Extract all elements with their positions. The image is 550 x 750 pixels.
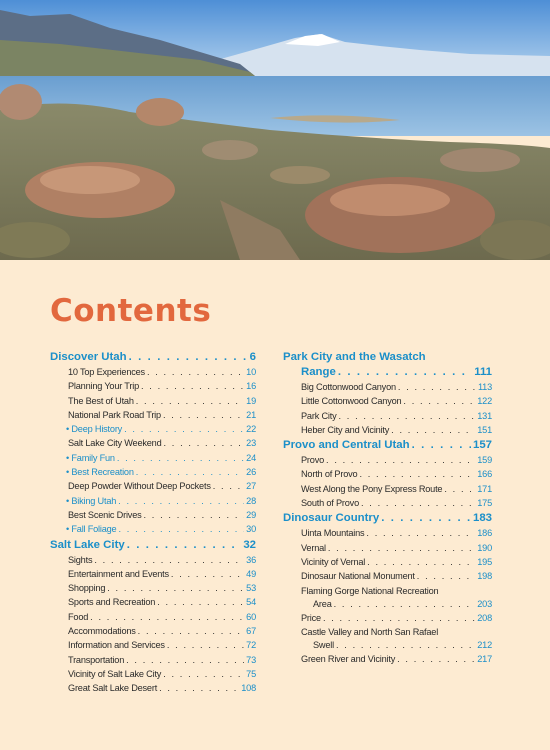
- toc-entry-label: West Along the Pony Express Route: [301, 483, 443, 494]
- toc-entry-page: 122: [477, 396, 492, 407]
- dot-leader: [167, 638, 244, 652]
- dot-leader: [163, 408, 244, 422]
- section-heading-page: 157: [472, 439, 492, 452]
- dot-leader: [141, 379, 244, 393]
- dot-leader: [444, 482, 475, 496]
- toc-entry-page: 29: [246, 509, 256, 520]
- toc-entry[interactable]: [50, 522, 256, 536]
- toc-entry-page: 26: [246, 467, 256, 478]
- toc-entry[interactable]: [50, 508, 256, 522]
- dot-leader: [366, 526, 475, 540]
- toc-entry[interactable]: [283, 423, 492, 437]
- toc-entry-label: Dinosaur National Monument: [301, 571, 415, 582]
- section-heading-label: Discover Utah: [50, 351, 127, 363]
- toc-entry[interactable]: [283, 496, 492, 510]
- toc-entry[interactable]: [283, 555, 492, 569]
- toc-entry[interactable]: [50, 451, 256, 465]
- dot-leader: [157, 595, 244, 609]
- toc-entry-label: Entertainment and Events: [68, 568, 169, 579]
- toc-entry-line: Castle Valley and North San Rafael: [301, 627, 439, 638]
- section-heading-label: Provo and Central Utah: [283, 439, 410, 452]
- toc-entry-page: 28: [246, 495, 256, 506]
- toc-entry-label: Sights: [68, 554, 93, 565]
- dot-leader: [124, 422, 244, 436]
- toc-entry-page: 21: [246, 409, 256, 420]
- toc-entry-page: 151: [477, 424, 492, 435]
- toc-entry-label: Green River and Vicinity: [301, 654, 396, 665]
- toc-entry[interactable]: [50, 408, 256, 422]
- dot-leader: [397, 652, 475, 666]
- toc-entry-page: 67: [246, 626, 256, 637]
- toc-entry[interactable]: [283, 526, 492, 540]
- dot-leader: [136, 394, 244, 408]
- toc-entry-label: Information and Services: [68, 640, 165, 651]
- section-heading-line: Park City and the Wasatch: [283, 351, 426, 363]
- toc-entry-page: 203: [477, 598, 492, 609]
- toc-entry[interactable]: [50, 567, 256, 581]
- toc-entry-page: 49: [246, 568, 256, 579]
- dot-leader: [144, 508, 245, 522]
- dot-leader: [367, 555, 475, 569]
- toc-entry-label: Salt Lake City Weekend: [68, 438, 162, 449]
- toc-entry-label: Vicinity of Vernal: [301, 556, 366, 567]
- dot-leader: [147, 365, 244, 379]
- toc-entry[interactable]: [50, 638, 256, 652]
- dot-leader: [118, 494, 244, 508]
- toc-entry[interactable]: [50, 494, 256, 508]
- dot-leader: [328, 541, 475, 555]
- dot-leader: [213, 479, 244, 493]
- toc-entry-page: 53: [246, 583, 256, 594]
- toc-entry[interactable]: [283, 409, 492, 423]
- toc-entry-page: 113: [477, 382, 492, 392]
- toc-entry-page: 212: [477, 640, 492, 651]
- section-heading-page: 32: [243, 538, 256, 551]
- toc-entry[interactable]: [283, 482, 492, 496]
- toc-entry-page: 54: [246, 597, 256, 608]
- toc-entry[interactable]: [283, 598, 492, 611]
- dot-leader: [126, 653, 244, 667]
- dot-leader: [361, 496, 475, 510]
- dot-leader: [391, 423, 475, 437]
- section-heading-label: Dinosaur Country: [283, 512, 380, 525]
- toc-entry[interactable]: [283, 611, 492, 625]
- toc-entry-label: • Best Recreation: [66, 467, 134, 478]
- toc-entry-page: 175: [477, 498, 492, 509]
- dot-leader: [403, 394, 475, 408]
- section-heading-label: Salt Lake City: [50, 538, 125, 551]
- toc-entry-label: Transportation: [68, 654, 125, 665]
- toc-entry-page: 217: [477, 654, 492, 665]
- section-heading[interactable]: [50, 350, 256, 365]
- toc-entry-label: • Fall Foliage: [66, 524, 117, 535]
- toc-entry-line: Flaming Gorge National Recreation: [301, 585, 439, 596]
- toc-entry[interactable]: [50, 394, 256, 408]
- section-heading[interactable]: [283, 365, 492, 380]
- toc-entry-page: 19: [246, 395, 256, 406]
- toc-entry-label: Food: [68, 611, 89, 622]
- toc-entry-label: Vicinity of Salt Lake City: [68, 668, 162, 679]
- toc-entry-label: Shopping: [68, 583, 106, 594]
- landscape-photo: [0, 0, 550, 260]
- toc-left-column: [50, 350, 256, 696]
- toc-entry-label: Great Salt Lake Desert: [68, 683, 158, 694]
- toc-entry-page: 36: [246, 554, 256, 565]
- toc-entry-page: 16: [246, 381, 256, 392]
- toc-entry-label: Heber City and Vicinity: [301, 424, 390, 435]
- toc-entry-label: Area: [313, 598, 332, 609]
- toc-entry-label: • Deep History: [66, 424, 123, 435]
- dot-leader: [163, 436, 244, 450]
- toc-entry-page: 171: [477, 483, 492, 494]
- dot-leader: [326, 453, 475, 467]
- toc-entry-page: 166: [477, 469, 492, 480]
- toc-entry-page: 186: [477, 528, 492, 539]
- dot-leader: [117, 451, 244, 465]
- toc-entry[interactable]: [50, 553, 256, 567]
- toc-right-column: [283, 350, 492, 667]
- toc-entry-page: 159: [477, 455, 492, 466]
- toc-entry-label: Accommodations: [68, 626, 136, 637]
- toc-entry[interactable]: [50, 365, 256, 379]
- toc-entry-label: Best Scenic Drives: [68, 509, 142, 520]
- toc-entry-page: 30: [246, 524, 256, 535]
- toc-entry-label: Sports and Recreation: [68, 597, 156, 608]
- toc-entry[interactable]: [283, 380, 492, 394]
- toc-entry-label: • Biking Utah: [66, 495, 117, 506]
- toc-entry-page: 24: [246, 452, 256, 463]
- toc-entry[interactable]: [50, 595, 256, 609]
- toc-entry-page: 72: [246, 640, 256, 651]
- dot-leader: [334, 598, 476, 611]
- dot-leader: [171, 567, 244, 581]
- section-heading[interactable]: [283, 511, 492, 526]
- dot-leader: [94, 553, 244, 567]
- toc-entry-page: 10: [246, 367, 256, 377]
- dot-leader: [381, 511, 471, 526]
- dot-leader: [336, 639, 475, 652]
- toc-entry[interactable]: [50, 379, 256, 393]
- dot-leader: [107, 581, 244, 595]
- dot-leader: [163, 667, 244, 681]
- dot-leader: [323, 611, 475, 625]
- toc-entry-label: South of Provo: [301, 498, 359, 509]
- toc-entry-label: Swell: [313, 640, 334, 651]
- dot-leader: [338, 409, 475, 423]
- dot-leader: [129, 350, 248, 365]
- toc-entry-page: 108: [241, 683, 256, 694]
- dot-leader: [136, 465, 244, 479]
- toc-entry-page: 27: [246, 481, 256, 492]
- dot-leader: [338, 365, 472, 380]
- toc-entry[interactable]: [283, 541, 492, 555]
- toc-entry[interactable]: [50, 667, 256, 681]
- section-heading-label: Range: [301, 366, 336, 378]
- toc-entry-label: Deep Powder Without Deep Pockets: [68, 481, 211, 492]
- dot-leader: [412, 438, 471, 453]
- toc-entry-label: Park City: [301, 410, 337, 421]
- toc-entry[interactable]: [283, 639, 492, 652]
- toc-entry-label: Little Cottonwood Canyon: [301, 396, 402, 407]
- dot-leader: [417, 569, 475, 583]
- toc-entry-label: Price: [301, 612, 321, 623]
- toc-entry-page: 208: [477, 612, 492, 623]
- toc-entry-page: 23: [246, 438, 256, 449]
- section-heading-page: 111: [474, 366, 492, 378]
- toc-entry-label: Uinta Mountains: [301, 528, 365, 539]
- toc-entry-label: National Park Road Trip: [68, 409, 161, 420]
- dot-leader: [359, 467, 475, 481]
- toc-entry[interactable]: [50, 624, 256, 638]
- toc-entry-label: 10 Top Experiences: [68, 367, 145, 377]
- section-heading-page: 183: [472, 512, 492, 525]
- toc-entry-label: Provo: [301, 455, 325, 466]
- toc-entry[interactable]: [50, 681, 256, 695]
- toc-entry-page: 60: [246, 611, 256, 622]
- dot-leader: [398, 380, 476, 394]
- toc-entry[interactable]: [283, 453, 492, 467]
- dot-leader: [90, 610, 244, 624]
- toc-entry[interactable]: [283, 569, 492, 583]
- dot-leader: [118, 522, 244, 536]
- section-heading[interactable]: [50, 538, 256, 553]
- toc-entry-page: 190: [477, 542, 492, 553]
- toc-entry-label: The Best of Utah: [68, 395, 134, 406]
- toc-entry-label: Big Cottonwood Canyon: [301, 382, 396, 392]
- toc-entry-page: 22: [246, 424, 256, 435]
- dot-leader: [138, 624, 245, 638]
- toc-entry-page: 131: [477, 410, 492, 421]
- toc-entry[interactable]: [283, 652, 492, 666]
- toc-entry[interactable]: [50, 610, 256, 624]
- section-heading-page: 6: [249, 351, 256, 363]
- toc-entry[interactable]: [50, 436, 256, 450]
- toc-entry-label: Vernal: [301, 542, 326, 553]
- toc-entry-page: 198: [477, 571, 492, 582]
- page-title: Contents: [50, 293, 212, 329]
- toc-entry-page: 73: [246, 654, 256, 665]
- toc-entry[interactable]: [50, 653, 256, 667]
- dot-leader: [159, 681, 239, 695]
- toc-entry[interactable]: [50, 422, 256, 436]
- toc-entry-label: • Family Fun: [66, 452, 115, 463]
- toc-entry-label: North of Provo: [301, 469, 358, 480]
- dot-leader: [127, 538, 242, 553]
- toc-entry-page: 195: [477, 556, 492, 567]
- toc-entry[interactable]: [50, 479, 256, 493]
- toc-entry-page: 75: [246, 668, 256, 679]
- toc-entry[interactable]: [283, 467, 492, 481]
- toc-entry[interactable]: [50, 581, 256, 595]
- toc-entry[interactable]: [283, 394, 492, 408]
- toc-entry-label: Planning Your Trip: [68, 381, 139, 392]
- toc-entry[interactable]: [50, 465, 256, 479]
- section-heading[interactable]: [283, 438, 492, 453]
